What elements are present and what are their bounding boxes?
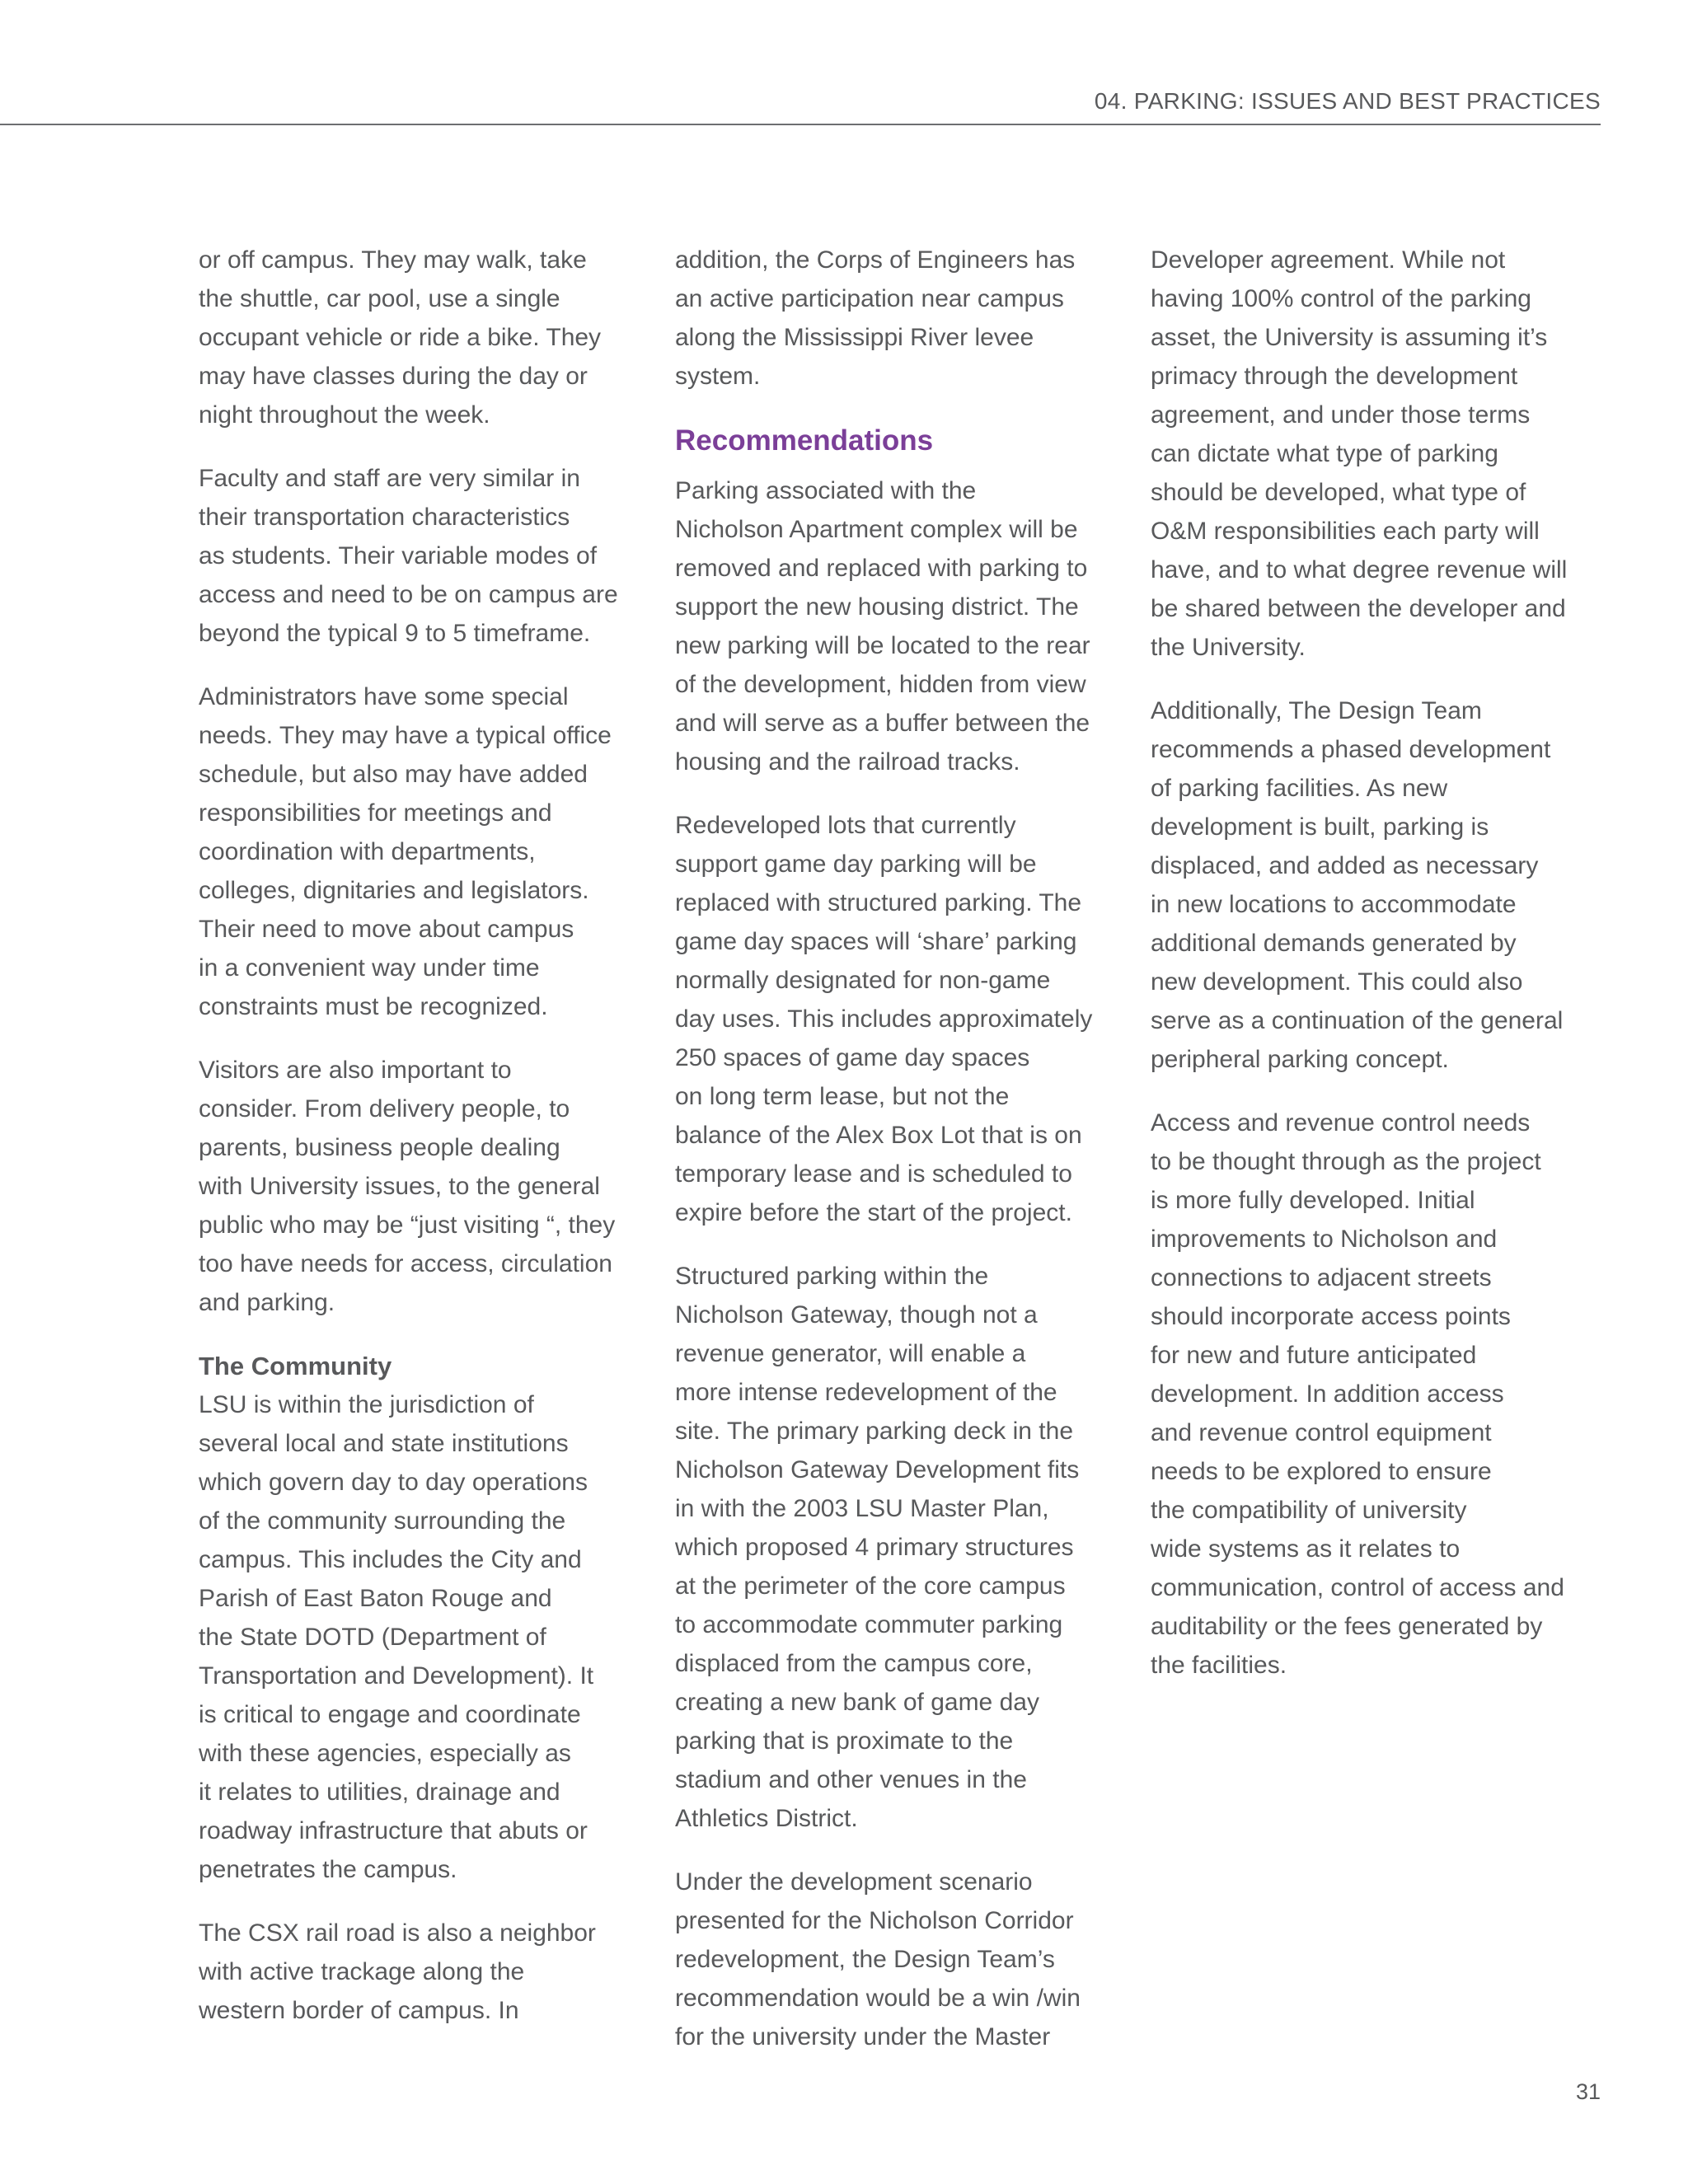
paragraph-developer-agreement: Developer agreement. While not having 100% control of the parking asset, the University is assuming it’s primacy through the development agreement, and under those terms can dictate what type of parking should be developed, what type of O&M responsibilities each party will have, and to what degree revenue will be shared between the developer and the University.	[1151, 246, 1568, 661]
section-running-header: 04. PARKING: ISSUES AND BEST PRACTICES	[1094, 88, 1601, 114]
right-column	[1151, 241, 1602, 1685]
page-number: 31	[1575, 2079, 1601, 2104]
paragraph-faculty-staff: Faculty and staff are very similar in their transportation characteristics as students. Their variable modes of access and need to be on campus are beyond the typical 9 to 5 timeframe.	[199, 465, 618, 647]
paragraph-jurisdiction: LSU is within the jurisdiction of several local and state institutions which govern day to day operations of the community surrounding the campus. This includes the City and Parish of East Baton Rouge and the State DOTD (Department of Transportation and Development). It is critical to engage and coordinate with these agencies, especially as it relates to utilities, drainage and roadway infrastructure that abuts or penetrates the campus.	[199, 1391, 594, 1883]
paragraph-csx-rail: The CSX rail road is also a neighbor with active trackage along the western border of campus. In	[199, 1919, 596, 2024]
paragraph-development-scenario: Under the development scenario presented for the Nicholson Corridor redevelopment, the Design Team’s recommendation would be a win /win for the university under the Master	[675, 1868, 1081, 2050]
paragraph-game-day-lots: Redeveloped lots that currently support game day parking will be replaced with structured parking. The game day spaces will ‘share’ parking normally designated for non-game day uses. This includes approximately 250 spaces of game day spaces on long term lease, but not the balance of the Alex Box Lot that is on temporary lease and is scheduled to expire before the start of the project.	[675, 812, 1093, 1226]
header-divider	[0, 124, 1601, 125]
paragraph-nicholson-apartments: Parking associated with the Nicholson Apartment complex will be removed and replaced with parking to support the new housing district. The new parking will be located to the rear of the development, hidden from view and will serve as a buffer between the housing and the railroad tracks.	[675, 477, 1090, 776]
paragraph-students: or off campus. They may walk, take the shuttle, car pool, use a single occupant vehicle or ride a bike. They may have classes during the day or night throughout the week.	[199, 246, 602, 429]
paragraph-visitors: Visitors are also important to consider. From delivery people, to parents, business people dealing with University issues, to the general public who may be “just visiting “, they too have needs for access, circulation and parking.	[199, 1057, 616, 1316]
paragraph-phased-development: Additionally, The Design Team recommends a phased development of parking facilities. As new development is built, parking is displaced, and added as necessary in new locations to accommodate additional demands generated by new development. This could also serve as a continuation of the general peripheral parking concept.	[1151, 697, 1564, 1073]
paragraph-access-revenue-control: Access and revenue control needs to be thought through as the project is more fully developed. Initial improvements to Nicholson and connections to adjacent streets should incorporate access points for new and future anticipated development. In addition access and revenue control equipment needs to be explored to ensure the compatibility of university wide systems as it relates to communication, control of access and auditability or the fees generated by the facilities.	[1151, 1109, 1564, 1679]
left-column	[199, 241, 650, 2030]
recommendations-heading: Recommendations	[675, 424, 934, 457]
paragraph-administrators: Administrators have some special needs. They may have a typical office schedule, but also may have added responsibilities for meetings and coordination with departments, colleges, dignitaries and legislators. Their need to move about campus in a convenient way under time constraints must be recognized.	[199, 683, 612, 1020]
paragraph-corps-of-engineers: addition, the Corps of Engineers has an active participation near campus along the Mississippi River levee system.	[675, 246, 1076, 390]
community-heading: The Community	[199, 1352, 392, 1380]
paragraph-structured-parking: Structured parking within the Nicholson Gateway, though not a revenue generator, will enable a more intense redevelopment of the site. The primary parking deck in the Nicholson Gateway Development fits in with the 2003 LSU Master Plan, which proposed 4 primary structures at the perimeter of the core campus to accommodate commuter parking displaced from the campus core, creating a new bank of game day parking that is proximate to the stadium and other venues in the Athletics District.	[675, 1263, 1080, 1832]
middle-column	[675, 241, 1127, 2056]
